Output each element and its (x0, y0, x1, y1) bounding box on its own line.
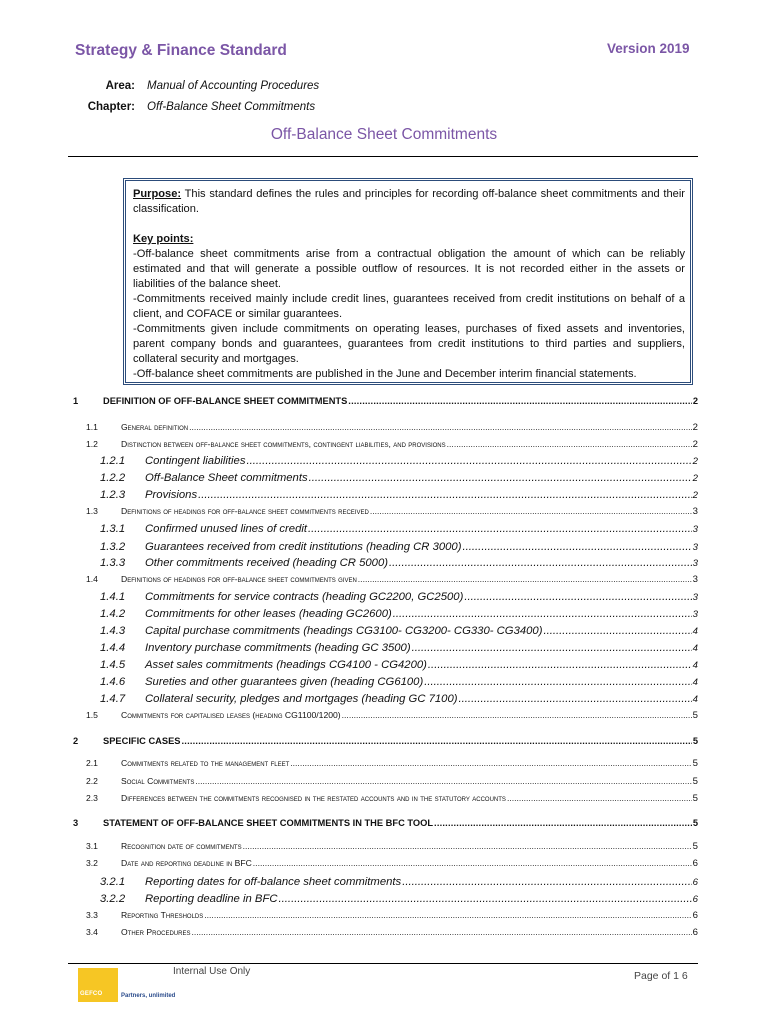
toc-entry-number: 3.2.2 (100, 893, 126, 905)
toc-entry-page: 2 (692, 473, 698, 484)
toc-entry-title: Definitions of headings for off-balance sheet commitments given (121, 574, 357, 584)
toc-entry[interactable] (68, 776, 698, 787)
toc-entry-title: Social Commitments (121, 776, 195, 786)
toc-entry-number: 1.2.2 (100, 472, 126, 484)
toc-entry-title: SPECIFIC CASES (103, 736, 181, 746)
toc-entry-number: 1.4.4 (100, 642, 126, 654)
toc-entry-page: 5 (692, 793, 698, 804)
toc-entry-page: 3 (692, 506, 698, 517)
toc-entry-number: 1.3.1 (100, 523, 126, 535)
toc-leader-dots (290, 758, 691, 768)
toc-entry-title: Provisions (145, 489, 198, 501)
toc-entry-page: 2 (692, 422, 698, 433)
toc-entry[interactable] (68, 541, 698, 553)
toc-entry-page: 2 (692, 456, 698, 467)
chapter-value: Off-Balance Sheet Commitments (147, 101, 316, 113)
toc-entry[interactable] (68, 489, 698, 501)
toc-entry-title: Recognition date of commitments (121, 841, 242, 851)
toc-entry[interactable] (68, 439, 698, 450)
toc-entry-number: 1.1 (86, 422, 98, 432)
toc-entry-page: 3 (692, 524, 698, 535)
toc-entry-title: STATEMENT OF OFF-BALANCE SHEET COMMITMENTS IN THE BFC TOOL (103, 818, 434, 828)
footer-divider (68, 963, 698, 964)
toc-entry-page: 3 (692, 558, 698, 569)
toc-entry-number: 3.2 (86, 858, 98, 868)
toc-entry-page: 6 (692, 910, 698, 921)
toc-entry-page: 5 (692, 818, 698, 828)
toc-entry-number: 1.4.3 (100, 625, 126, 637)
toc-entry-page: 3 (692, 609, 698, 620)
toc-entry-page: 4 (692, 677, 698, 688)
toc-entry[interactable] (68, 506, 698, 517)
toc-entry-number: 1.3.3 (100, 557, 126, 569)
toc-entry[interactable] (68, 676, 698, 688)
toc-leader-dots (342, 710, 692, 720)
toc-leader-dots (195, 776, 691, 786)
toc-entry-page: 3 (692, 574, 698, 585)
toc-entry-page: 4 (692, 660, 698, 671)
toc-leader-dots (402, 876, 691, 888)
toc-leader-dots (204, 910, 691, 920)
toc-entry-title: Commitments for other leases (heading GC2600) (145, 608, 392, 620)
toc-leader-dots (348, 396, 692, 406)
toc-leader-dots (543, 625, 691, 637)
toc-leader-dots (309, 472, 692, 484)
toc-leader-dots (370, 506, 692, 516)
toc-entry-title: Commitments for capitalised leases (heading CG1100/1200) (121, 710, 341, 720)
toc-entry-title: Distinction between off-balance sheet commitments, contingent liabilities, and provisions (121, 439, 446, 449)
toc-entry-title: Contingent liabilities (145, 455, 246, 467)
toc-entry-number: 2.2 (86, 776, 98, 786)
toc-entry-page: 2 (692, 396, 698, 406)
key-point: -Commitments given include commitments on operating leases, purchases of fixed assets and inventories, parent company bonds and guarantees, guarantees from credit institutions to third parties and suppliers, collateral security and mortgages. (133, 323, 685, 365)
toc-entry-page: 3 (692, 592, 698, 603)
toc-entry-title: Date and reporting deadline in BFC (121, 858, 252, 868)
toc-leader-dots (507, 793, 692, 803)
toc-entry[interactable] (68, 574, 698, 585)
page-number: Page of 1 6 (634, 970, 688, 982)
toc-entry[interactable] (68, 841, 698, 852)
document-title: Off-Balance Sheet Commitments (270, 126, 498, 143)
toc-entry-page: 3 (692, 542, 698, 553)
toc-entry[interactable] (68, 591, 698, 603)
toc-entry-page: 5 (692, 710, 698, 721)
toc-entry-page: 6 (692, 927, 698, 938)
toc-entry[interactable] (68, 736, 698, 746)
toc-entry[interactable] (68, 455, 698, 467)
toc-leader-dots (447, 439, 692, 449)
toc-entry-page: 5 (692, 776, 698, 787)
toc-entry-title: DEFINITION OF OFF-BALANCE SHEET COMMITMENTS (103, 396, 348, 406)
toc-entry-number: 1.4.7 (100, 693, 126, 705)
toc-entry-page: 5 (692, 758, 698, 769)
toc-entry[interactable] (68, 472, 698, 484)
toc-entry-page: 6 (692, 877, 698, 888)
toc-leader-dots (191, 927, 691, 937)
toc-entry-number: 1.2 (86, 439, 98, 449)
toc-entry-title: Collateral security, pledges and mortgages (heading GC 7100) (145, 693, 458, 705)
toc-leader-dots (182, 736, 692, 746)
toc-leader-dots (428, 659, 692, 671)
toc-entry-title: Inventory purchase commitments (heading GC 3500) (145, 642, 411, 654)
area-value: Manual of Accounting Procedures (147, 80, 320, 92)
key-point: -Off-balance sheet commitments are published in the June and December interim financial statements. (133, 368, 637, 380)
toc-entry[interactable] (68, 659, 698, 671)
toc-entry-title: Definitions of headings for off-balance sheet commitments received (121, 506, 369, 516)
logo-tagline: Partners, unlimited (121, 993, 176, 999)
toc-leader-dots (412, 642, 692, 654)
toc-entry-title: Other Procedures (121, 927, 191, 937)
toc-entry[interactable] (68, 557, 698, 569)
toc-entry-title: Sureties and other guarantees given (heading CG6100) (145, 676, 424, 688)
toc-entry-number: 1.4.5 (100, 659, 126, 671)
toc-entry-page: 4 (692, 643, 698, 654)
toc-entry-page: 6 (692, 858, 698, 869)
toc-entry-title: Reporting Thresholds (121, 910, 204, 920)
toc-entry-number: 1.4 (86, 574, 98, 584)
toc-entry-title: Reporting dates for off-balance sheet commitments (145, 876, 402, 888)
toc-leader-dots (243, 841, 692, 851)
toc-entry[interactable] (68, 858, 698, 869)
toc-entry-page: 5 (692, 736, 698, 746)
toc-leader-dots (279, 893, 692, 905)
toc-leader-dots (308, 523, 692, 535)
toc-entry[interactable] (68, 422, 698, 433)
version-label: Version 2019 (607, 41, 690, 56)
toc-entry[interactable] (68, 893, 698, 905)
toc-entry[interactable] (68, 818, 698, 828)
toc-entry-title: Reporting deadline in BFC (145, 893, 278, 905)
toc-entry[interactable] (68, 608, 698, 620)
area-label: Area: (105, 80, 135, 92)
key-point: -Commitments received mainly include credit lines, guarantees received from credit institutions on behalf of a client, and COFACE or similar guarantees. (133, 293, 685, 320)
toc-entry-page: 5 (692, 841, 698, 852)
toc-entry[interactable] (68, 625, 698, 637)
purpose-text: This standard defines the rules and principles for recording off-balance sheet commitments and their classification. (133, 188, 685, 215)
toc-entry[interactable] (68, 642, 698, 654)
toc-leader-dots (434, 818, 692, 828)
toc-entry-number: 1.4.6 (100, 676, 126, 688)
toc-entry[interactable] (68, 876, 698, 888)
toc-entry-page: 6 (692, 894, 698, 905)
toc-entry-page: 4 (692, 694, 698, 705)
purpose-box (123, 178, 693, 385)
key-points-label: Key points: (133, 233, 194, 245)
toc-leader-dots (198, 489, 692, 501)
toc-entry-number: 2.1 (86, 758, 98, 768)
toc-entry-title: Confirmed unused lines of credit (145, 523, 308, 535)
header-divider (68, 156, 698, 157)
toc-entry-number: 2.3 (86, 793, 98, 803)
toc-entry-title: Other commitments received (heading CR 5000) (145, 557, 388, 569)
toc-entry-page: 2 (692, 439, 698, 450)
toc-entry[interactable] (68, 396, 698, 406)
toc-entry[interactable] (68, 793, 698, 804)
toc-entry-number: 3 (73, 818, 79, 828)
key-point: -Off-balance sheet commitments arise from a contractual obligation the amount of which can be reliably estimated and that will generate a possible outflow of resources. It is not recorded either in the assets or liabilities of the balance sheet. (133, 248, 685, 290)
toc-entry-title: Off-Balance Sheet commitments (145, 472, 308, 484)
toc-entry-title: Capital purchase commitments (headings CG3100- CG3200- CG330- CG3400) (145, 625, 543, 637)
purpose-paragraph (133, 187, 685, 217)
toc-entry-number: 1.4.1 (100, 591, 126, 603)
toc-entry-title: Commitments for service contracts (heading GC2200, GC2500) (145, 591, 464, 603)
toc-entry-number: 1.3.2 (100, 541, 126, 553)
toc-entry-number: 3.2.1 (100, 876, 126, 888)
toc-leader-dots (464, 591, 691, 603)
toc-entry-title: Asset sales commitments (headings CG4100 - CG4200) (145, 659, 427, 671)
toc-leader-dots (246, 455, 691, 467)
toc-entry-number: 1 (73, 396, 79, 406)
toc-leader-dots (393, 608, 692, 620)
toc-entry-number: 3.1 (86, 841, 98, 851)
toc-entry-number: 1.2.3 (100, 489, 126, 501)
classification-label: Internal Use Only (173, 966, 251, 977)
toc-leader-dots (189, 422, 692, 432)
toc-leader-dots (459, 693, 692, 705)
toc-entry-number: 3.4 (86, 927, 98, 937)
toc-leader-dots (358, 574, 692, 584)
chapter-label: Chapter: (87, 101, 135, 113)
toc-entry-page: 4 (692, 626, 698, 637)
toc-entry[interactable] (68, 523, 698, 535)
toc-entry-title: Commitments related to the management fleet (121, 758, 290, 768)
toc-entry-number: 2 (73, 736, 79, 746)
toc-entry-page: 2 (692, 490, 698, 501)
toc-entry[interactable] (68, 758, 698, 769)
toc-leader-dots (462, 541, 691, 553)
toc-entry-number: 1.3 (86, 506, 98, 516)
toc-entry-title: General definition (121, 422, 189, 432)
toc-entry-number: 1.4.2 (100, 608, 126, 620)
toc-entry-title: Differences between the commitments recognised in the restated accounts and in the statutory accounts (121, 793, 506, 803)
toc-leader-dots (253, 858, 692, 868)
toc-entry-title: Guarantees received from credit institutions (heading CR 3000) (145, 541, 462, 553)
document-header-title: Strategy & Finance Standard (75, 42, 287, 59)
toc-entry[interactable] (68, 693, 698, 705)
toc-entry[interactable] (68, 710, 698, 721)
toc-entry[interactable] (68, 927, 698, 938)
logo-text: GEFCO (80, 991, 103, 997)
purpose-label: Purpose: (133, 188, 182, 200)
toc-leader-dots (389, 557, 692, 569)
toc-entry-number: 1.5 (86, 710, 98, 720)
toc-entry[interactable] (68, 910, 698, 921)
toc-entry-number: 1.2.1 (100, 455, 126, 467)
toc-leader-dots (424, 676, 691, 688)
toc-entry-number: 3.3 (86, 910, 98, 920)
